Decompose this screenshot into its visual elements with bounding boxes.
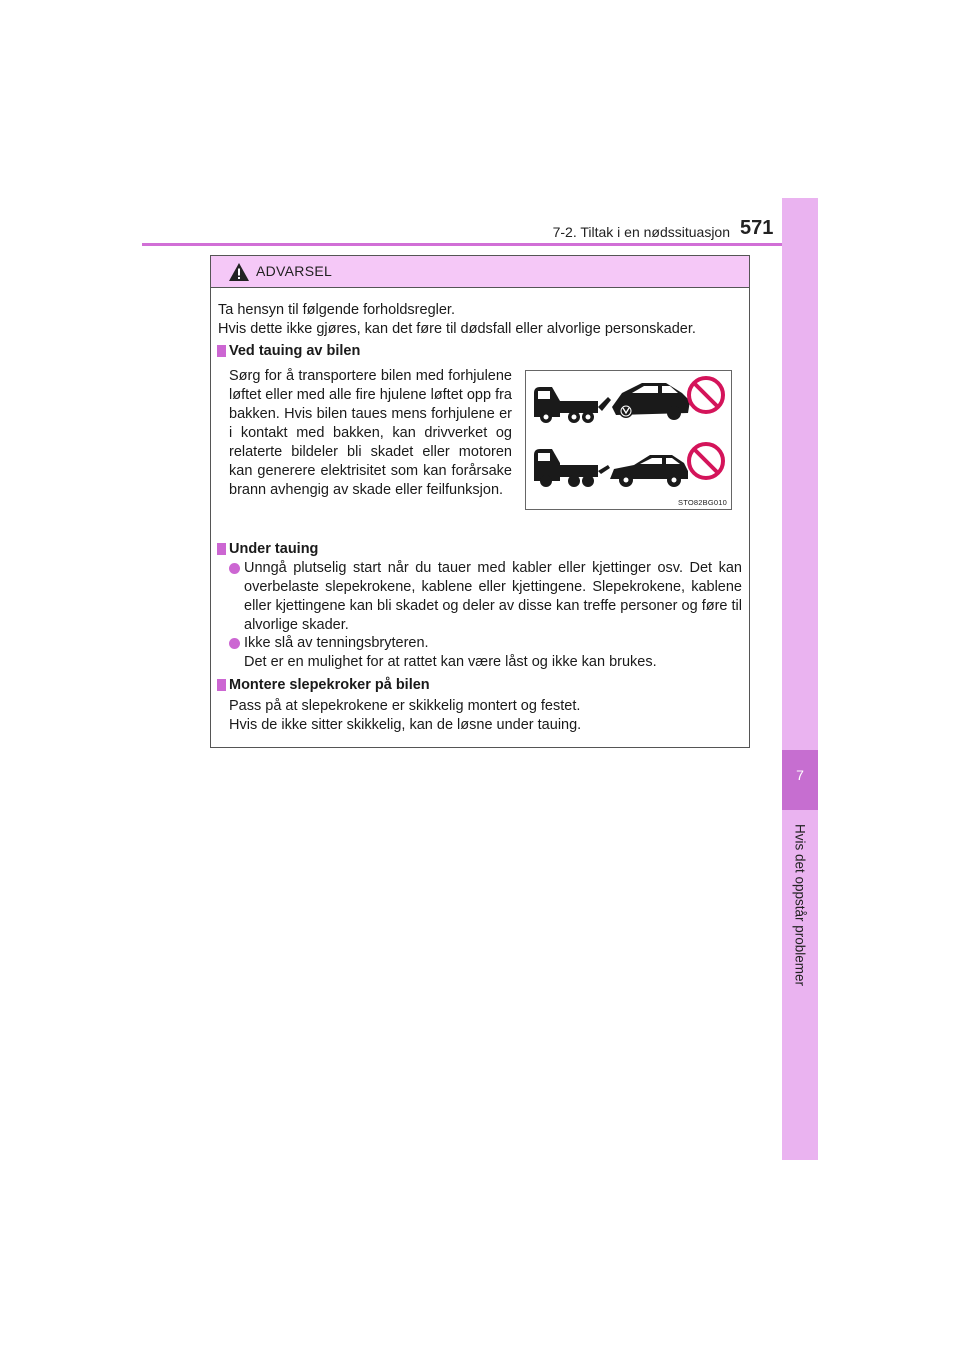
mount-hooks-line1: Pass på at slepekrokene er skikkelig montert og festet. (229, 698, 581, 714)
warning-intro-line2: Hvis dette ikke gjøres, kan det føre til dødsfall eller alvorlige personskader. (218, 321, 696, 337)
page-number: 571 (740, 217, 774, 239)
section-heading-mount-hooks: Montere slepekroker på bilen (229, 677, 430, 693)
towing-illustration (525, 370, 732, 510)
section-square-icon (217, 543, 226, 555)
tow-truck-icon (526, 371, 731, 509)
chapter-number: 7 (796, 767, 804, 783)
bullet-ignition-detail: Det er en mulighet for at rattet kan være låst og ikke kan brukes. (244, 654, 657, 670)
warning-triangle-icon (228, 262, 250, 282)
bullet-dot-icon (229, 638, 240, 649)
illustration-code: STO82BG010 (678, 498, 727, 507)
section-square-icon (217, 679, 226, 691)
section-heading-towing: Ved tauing av bilen (229, 343, 361, 359)
bullet-dot-icon (229, 563, 240, 574)
section-square-icon (217, 345, 226, 357)
section-heading-during-towing: Under tauing (229, 541, 319, 557)
chapter-side-tab (782, 198, 818, 1160)
mount-hooks-line2: Hvis de ikke sitter skikkelig, kan de løsne under tauing. (229, 717, 582, 733)
section-title: 7-2. Tiltak i en nødssituasjon (552, 224, 730, 240)
warning-intro-line1: Ta hensyn til følgende forholdsregler. (218, 302, 455, 318)
towing-paragraph: Sørg for å transportere bilen med forhjulene løftet eller med alle fire hjulene løftet opp fra bakken. Hvis bilen taues mens forhjulene er i kontakt med bakken, kan drivverket og relaterte bildeler bli skadet eller motoren kan generere elektrisitet som kan forårsake brann avhengig av skade eller feilfunksjon. (229, 368, 512, 498)
header-divider (142, 243, 818, 246)
chapter-label: Hvis det oppstår problemer (792, 823, 808, 987)
bullet-sudden-start: Unngå plutselig start når du tauer med kabler eller kjettinger osv. Det kan overbelaste slepekrokene, kablene eller kjettingene. Slepekrokene, kablene eller kjettingene kan bli skadet og deler av disse kan treffe personer og føre til alvorlige skader. (244, 560, 742, 633)
warning-header (211, 256, 749, 288)
bullet-ignition: Ikke slå av tenningsbryteren. (244, 635, 429, 651)
warning-title: ADVARSEL (256, 263, 333, 279)
